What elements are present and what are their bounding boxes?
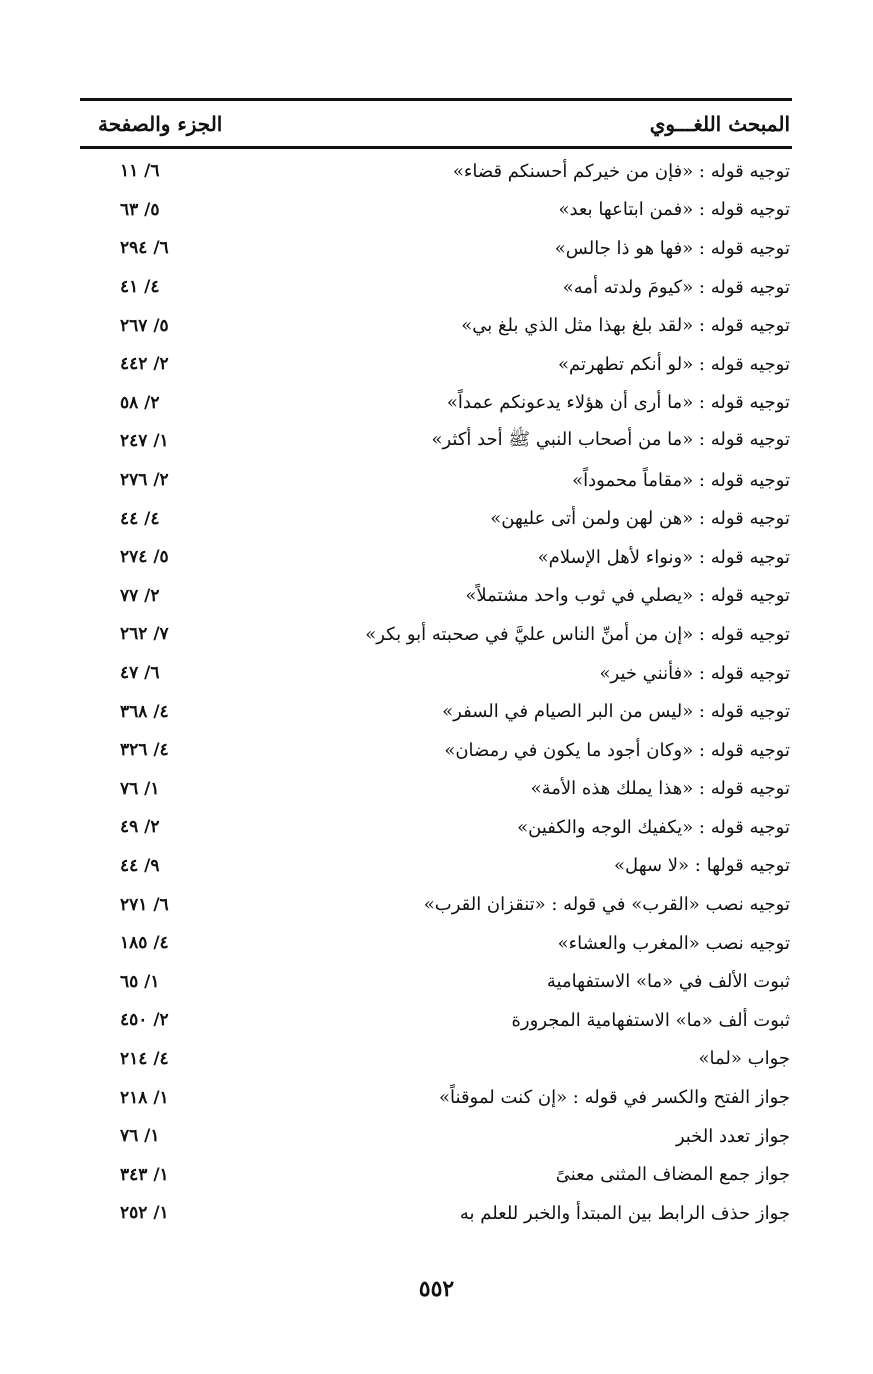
entry-ref: ٦/ ٢٧١	[120, 894, 169, 915]
entry-ref: ٢/ ٤٤٢	[120, 354, 169, 375]
entry-topic: جواز الفتح والكسر في قوله : «إن كنت لموقناً»	[439, 1087, 790, 1109]
entry-ref: ٦/ ٢٩٤	[120, 238, 169, 259]
top-rule	[80, 98, 792, 101]
entry-topic: توجيه قوله : «فأنني خير»	[599, 662, 790, 684]
entry-ref: ٤/ ٣٦٨	[120, 701, 169, 722]
entry-ref: ١/ ٢١٨	[120, 1087, 169, 1108]
index-entry	[80, 499, 792, 538]
entry-ref: ٤/ ١٨٥	[120, 933, 169, 954]
index-entry	[80, 152, 792, 191]
index-entry	[80, 345, 792, 384]
index-entry	[80, 306, 792, 345]
entry-topic: توجيه قوله : «مقاماً محموداً»	[572, 469, 790, 491]
index-entry	[80, 654, 792, 693]
entry-topic: توجيه قوله : «لو أنكم تطهرتم»	[558, 353, 790, 375]
entry-ref: ٥/ ٢٧٤	[120, 547, 169, 568]
entry-topic: توجيه نصب «المغرب والعشاء»	[557, 932, 790, 954]
entry-topic: ثبوت ألف «ما» الاستفهامية المجرورة	[511, 1009, 790, 1031]
entry-topic: ثبوت الألف في «ما» الاستفهامية	[546, 971, 790, 993]
entry-ref: ١/ ٧٦	[120, 778, 160, 799]
index-entry	[80, 538, 792, 577]
entry-topic: توجيه قوله : «إن من أمنِّ الناس عليَّ في صحبته أبو بكر»	[365, 623, 790, 645]
header-ref-label: الجزء والصفحة	[98, 112, 223, 136]
index-entry	[80, 1001, 792, 1040]
index-entry	[80, 577, 792, 616]
entry-topic: توجيه قوله : «لقد بلغ بهذا مثل الذي بلغ بي»	[461, 315, 790, 337]
entry-ref: ١/ ٣٤٣	[120, 1164, 169, 1185]
index-entry	[80, 1117, 792, 1156]
entry-ref: ١/ ٢٤٧	[120, 431, 169, 452]
entry-topic: جواب «لما»	[698, 1048, 790, 1070]
index-entry	[80, 808, 792, 847]
index-entry	[80, 384, 792, 423]
index-entry	[80, 422, 792, 461]
entry-topic: توجيه قوله : «هن لهن ولمن أتى عليهن»	[490, 508, 790, 530]
page-number: ٥٥٢	[418, 1276, 455, 1302]
index-entry	[80, 1155, 792, 1194]
entry-topic: توجيه قولها : «لا سهل»	[614, 855, 790, 877]
entry-topic: توجيه قوله : «ونواء لأهل الإسلام»	[537, 546, 790, 568]
index-entry	[80, 615, 792, 654]
entry-ref: ٤/ ٤٤	[120, 508, 160, 529]
entry-topic: توجيه قوله : «هذا يملك هذه الأمة»	[530, 778, 790, 800]
index-entry	[80, 461, 792, 500]
entry-ref: ٤/ ٤١	[120, 277, 160, 298]
entry-topic: توجيه قوله : «فإن من خيركم أحسنكم قضاء»	[452, 160, 790, 182]
entry-topic: توجيه قوله : «فمن ابتاعها بعد»	[558, 199, 790, 221]
entry-ref: ٢/ ٥٨	[120, 392, 160, 413]
index-entry	[80, 1194, 792, 1233]
index-entry	[80, 1078, 792, 1117]
entry-ref: ٢/ ٢٧٦	[120, 470, 169, 491]
entry-topic: توجيه قوله : «ما من أصحاب النبي ﷺ أحد أكثر»	[431, 429, 790, 451]
table-header	[80, 104, 792, 144]
entry-topic: توجيه قوله : «يصلي في ثوب واحد مشتملاً»	[465, 585, 790, 607]
entry-ref: ٢/ ٧٧	[120, 585, 160, 606]
entry-topic: جواز تعدد الخبر	[675, 1125, 790, 1147]
entry-ref: ١/ ٢٥٢	[120, 1203, 169, 1224]
index-entry	[80, 692, 792, 731]
entry-ref: ١/ ٦٥	[120, 971, 160, 992]
index-entry	[80, 191, 792, 230]
header-rule	[80, 146, 792, 149]
entry-ref: ٢/ ٤٩	[120, 817, 160, 838]
index-entry	[80, 770, 792, 809]
entry-ref: ٩/ ٤٤	[120, 855, 160, 876]
entry-ref: ٤/ ٣٢٦	[120, 740, 169, 761]
index-entry	[80, 885, 792, 924]
entry-topic: توجيه قوله : «ليس من البر الصيام في السفر»	[442, 701, 790, 723]
index-entry	[80, 1040, 792, 1079]
index-entry	[80, 229, 792, 268]
index-entry	[80, 924, 792, 963]
entry-topic: توجيه قوله : «كيومَ ولدته أمه»	[562, 276, 790, 298]
entry-ref: ٦/ ٤٧	[120, 663, 160, 684]
entry-topic: توجيه قوله : «فها هو ذا جالس»	[554, 237, 790, 259]
entry-ref: ٥/ ٦٣	[120, 199, 160, 220]
index-entries	[80, 152, 792, 1233]
entry-ref: ٤/ ٢١٤	[120, 1048, 169, 1069]
entry-topic: توجيه قوله : «ما أرى أن هؤلاء يدعونكم عمداً»	[446, 392, 790, 414]
entry-ref: ٦/ ١١	[120, 161, 160, 182]
entry-topic: توجيه قوله : «يكفيك الوجه والكفين»	[517, 816, 790, 838]
entry-topic: جواز حذف الرابط بين المبتدأ والخبر للعلم به	[459, 1202, 790, 1224]
header-topic-label: المبحث اللغـــوي	[649, 112, 790, 136]
entry-topic: توجيه نصب «القرب» في قوله : «تنقزان القرب»	[423, 894, 790, 916]
entry-ref: ١/ ٧٦	[120, 1126, 160, 1147]
index-entry	[80, 847, 792, 886]
entry-ref: ٧/ ٢٦٢	[120, 624, 169, 645]
index-entry	[80, 962, 792, 1001]
entry-topic: جواز جمع المضاف المثنى معنىً	[555, 1164, 790, 1186]
index-entry	[80, 731, 792, 770]
index-entry	[80, 268, 792, 307]
entry-topic: توجيه قوله : «وكان أجود ما يكون في رمضان»	[444, 739, 790, 761]
entry-ref: ٥/ ٢٦٧	[120, 315, 169, 336]
entry-ref: ٢/ ٤٥٠	[120, 1010, 169, 1031]
